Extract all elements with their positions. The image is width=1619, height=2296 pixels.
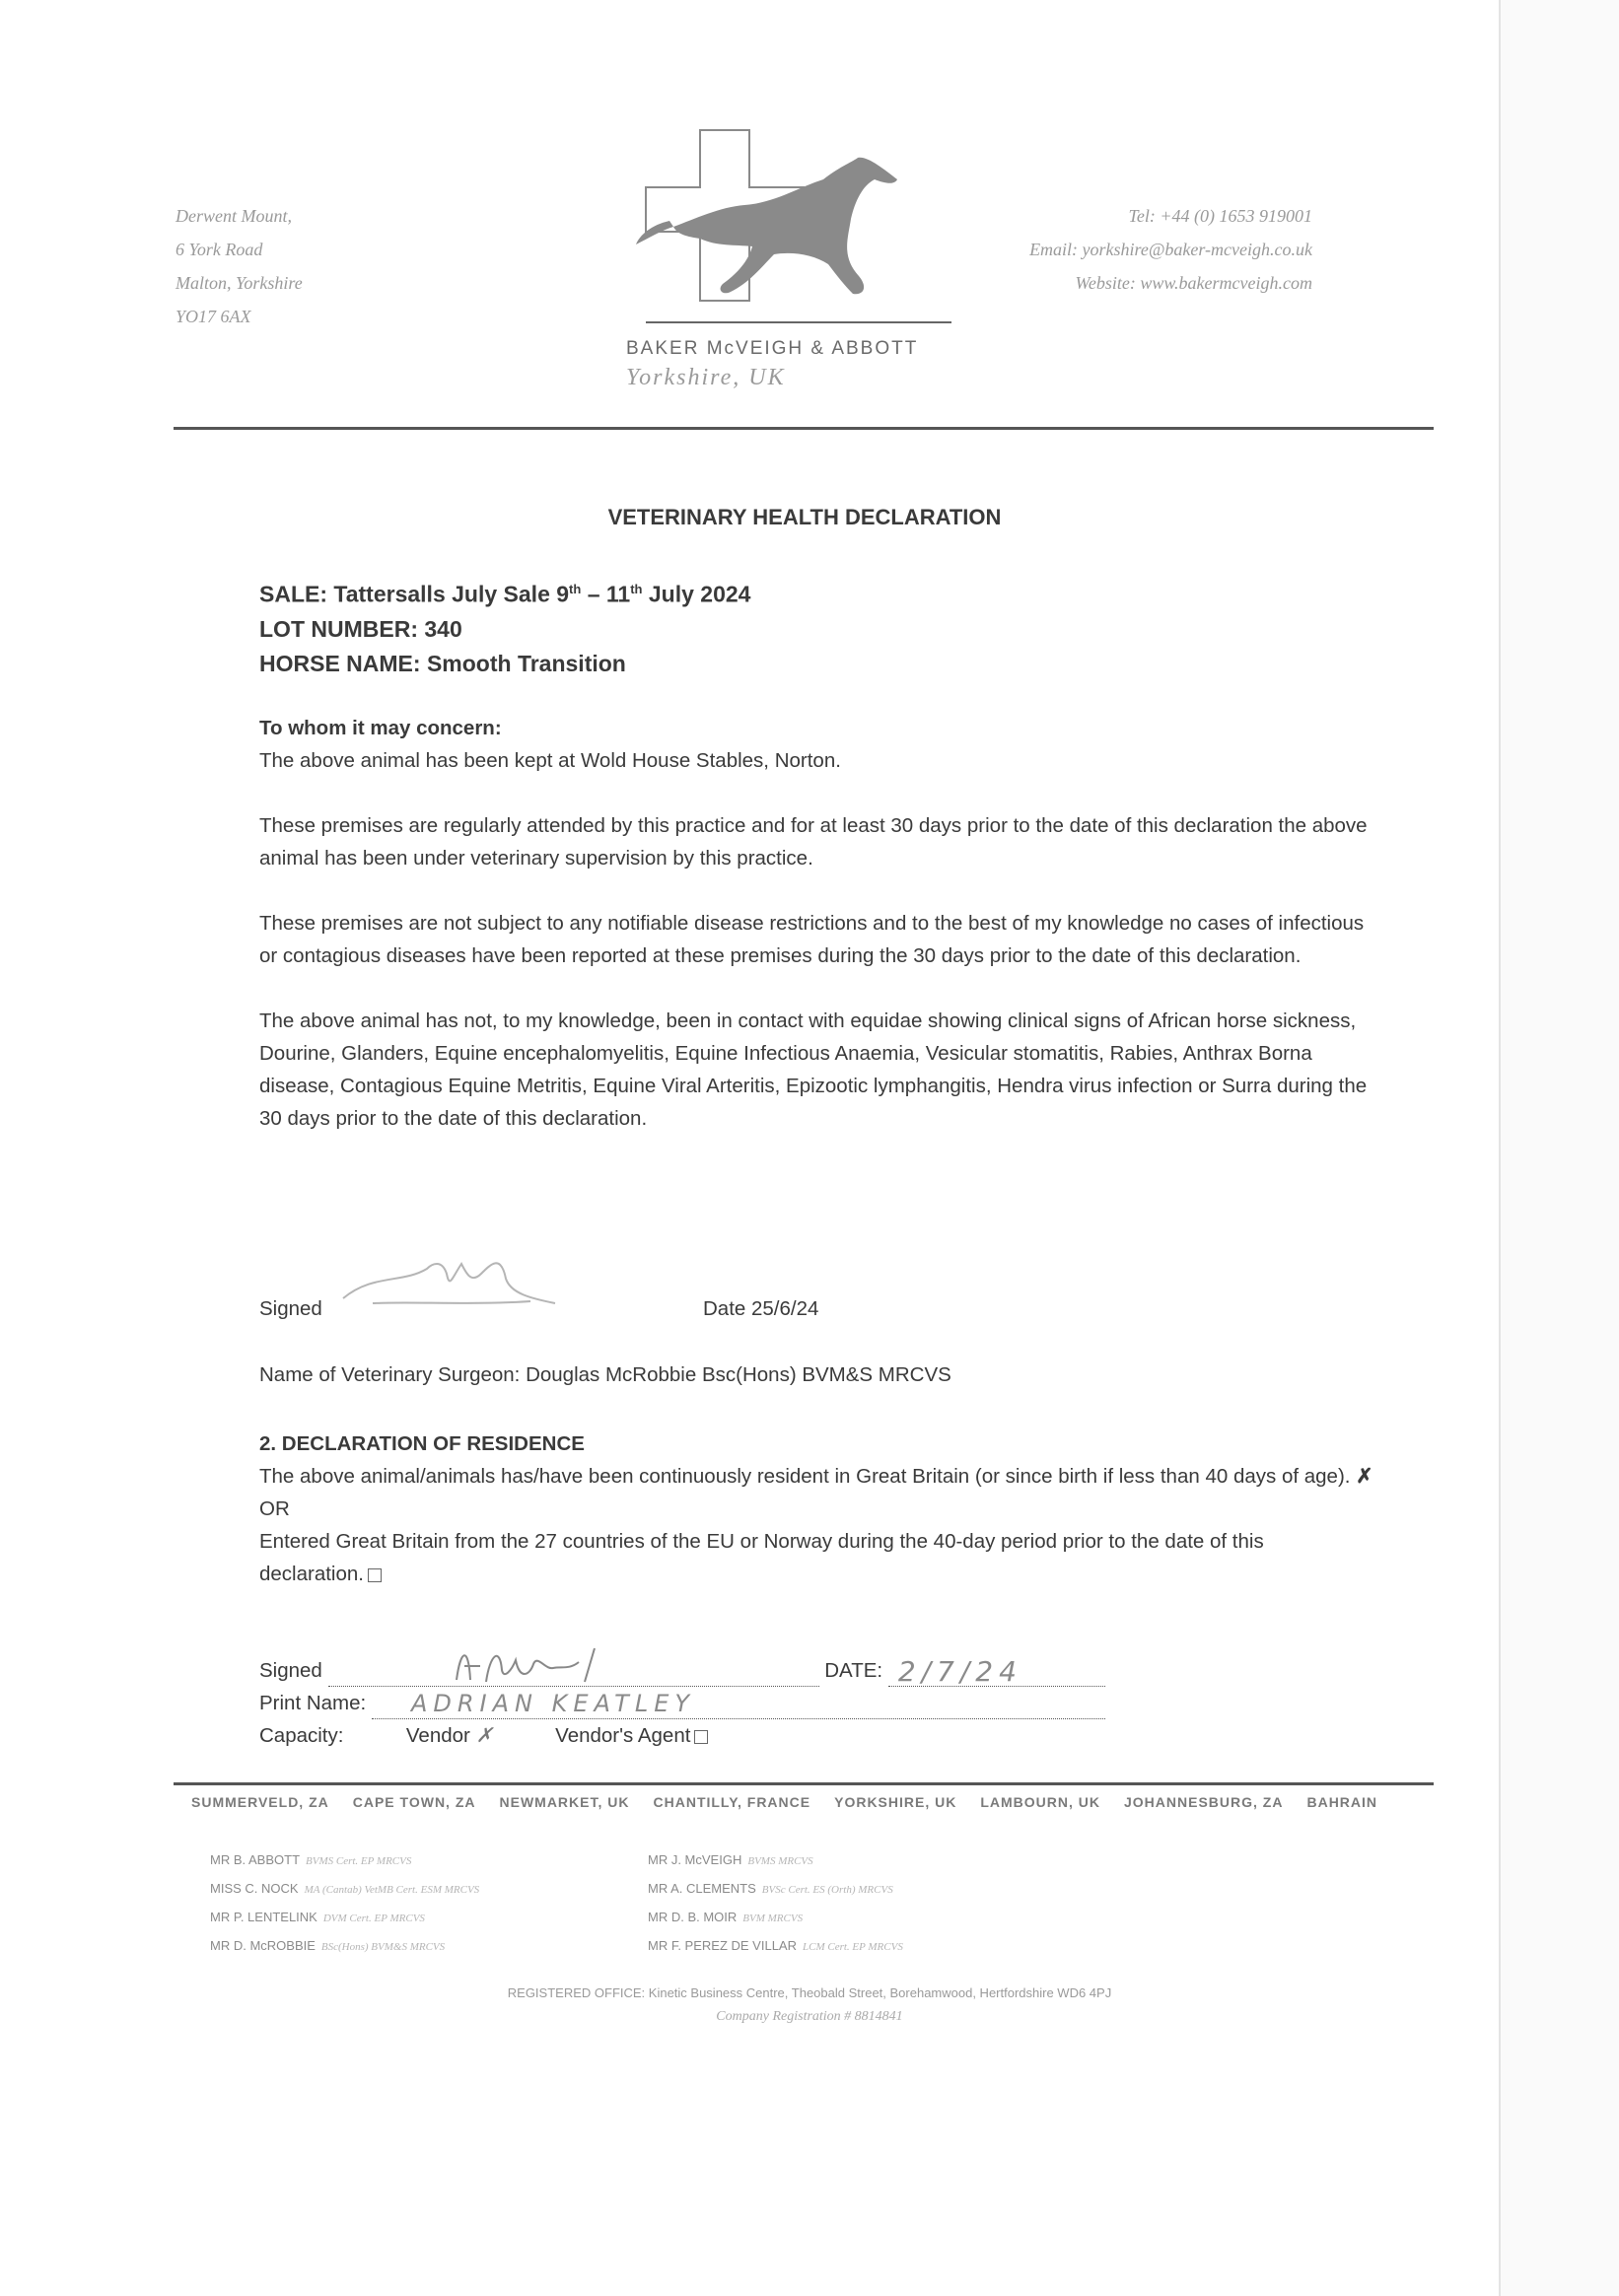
office-location: CAPE TOWN, ZA [352,1794,476,1810]
sale-end: July 2024 [642,581,751,607]
salutation: To whom it may concern: [259,717,502,739]
residence-or: OR [259,1497,290,1520]
vet-signature [333,1244,560,1323]
partner-name: MR F. PEREZ DE VILLAR [648,1938,797,1953]
address-line: YO17 6AX [176,307,251,326]
option-1-mark: ✗ [1356,1465,1373,1488]
practice-address [176,199,303,333]
partner-entry [210,1904,479,1932]
residence-heading: 2. DECLARATION OF RESIDENCE [259,1432,585,1455]
partners-left [210,1846,479,1961]
partner-qualifications: MA (Cantab) VetMB Cert. ESM MRCVS [304,1884,480,1896]
partner-name: MR D. B. MOIR [648,1910,738,1924]
brand-location: Yorkshire, UK [626,365,786,390]
sale-label: SALE: Tattersalls July Sale 9 [259,581,570,607]
sale-sup: th [630,582,643,596]
residence-signature-block [259,1654,1105,1752]
address-line: Malton, Yorkshire [176,273,303,293]
partner-qualifications: LCM Cert. EP MRCVS [802,1941,903,1953]
capacity-label: Capacity: [259,1724,344,1747]
footer-divider [174,1782,1434,1785]
partner-qualifications: BVSc Cert. ES (Orth) MRCVS [761,1884,893,1896]
office-location: LAMBOURN, UK [980,1794,1100,1810]
partner-name: MISS C. NOCK [210,1881,299,1896]
owner-date-value: 2/7/24 [897,1655,1022,1688]
partner-qualifications: DVM Cert. EP MRCVS [322,1913,425,1924]
address-line: 6 York Road [176,240,263,259]
sale-line [259,572,750,612]
paragraph: These premises are regularly attended by this practice and for at least 30 days prior to the date of this declaration the above animal has been under veterinary supervision by this practice. [259,814,1368,870]
residence-option-1: The above animal/animals has/have been continuously resident in Great Britain (or since birth if less than 40 days of age). [259,1465,1351,1488]
partner-entry [648,1846,903,1875]
print-name-field [372,1690,1105,1719]
partner-name: MR J. McVEIGH [648,1852,742,1867]
brand-name: BAKER McVEIGH & ABBOTT [626,338,919,359]
partner-qualifications: BVM MRCVS [742,1913,804,1924]
horse-name: HORSE NAME: Smooth Transition [259,650,626,676]
sale-details [259,572,750,681]
contact-website: Website: www.bakermcveigh.com [1075,273,1312,293]
vendor-label: Vendor [405,1724,470,1747]
vendor-agent-checkbox [694,1730,708,1744]
paragraph: These premises are not subject to any notifiable disease restrictions and to the best of my knowledge no cases of infectious or contagious diseases have been reported at these premises during the 30 days prior to the date of this declaration. [259,912,1365,967]
address-line: Derwent Mount, [176,206,292,226]
practice-logo-horse-icon [626,128,951,335]
partner-entry [648,1875,903,1904]
signed-row [259,1654,1105,1687]
office-location: CHANTILLY, FRANCE [653,1794,811,1810]
contact-phone: Tel: +44 (0) 1653 919001 [1128,206,1312,226]
residence-declaration [259,1427,1373,1590]
vendor-mark: ✗ [475,1724,493,1747]
office-locations [191,1794,1434,1810]
partner-name: MR B. ABBOTT [210,1852,301,1867]
page-edge [1499,0,1501,2296]
office-location: BAHRAIN [1306,1794,1378,1810]
lot-number: LOT NUMBER: 340 [259,615,462,642]
practice-contact [1029,199,1312,300]
owner-date-field [888,1655,1105,1688]
partner-qualifications: BVMS Cert. EP MRCVS [306,1855,412,1867]
partner-qualifications: BSc(Hons) BVM&S MRCVS [320,1941,446,1953]
kept-statement: The above animal has been kept at Wold House Stables, Norton. [259,749,841,772]
partners-right [648,1846,903,1961]
partner-entry [648,1904,903,1932]
registered-office: REGISTERED OFFICE: Kinetic Business Centre, Theobald Street, Borehamwood, Hertfordshire WD6 4PJ [507,1985,1112,2000]
office-location: JOHANNESBURG, ZA [1124,1794,1284,1810]
document-title: VETERINARY HEALTH DECLARATION [607,505,1002,529]
partner-name: MR A. CLEMENTS [648,1881,756,1896]
owner-signature-field [328,1662,819,1687]
option-2-checkbox [368,1568,382,1582]
office-location: YORKSHIRE, UK [834,1794,957,1810]
header-divider [174,427,1434,430]
contact-email: Email: yorkshire@baker-mcveigh.co.uk [1029,240,1312,259]
print-name-value: ADRIAN KEATLEY [410,1690,696,1717]
print-name-row [259,1687,1105,1719]
partner-entry [648,1932,903,1961]
declaration-body [259,712,1373,1167]
sale-sup: th [569,582,582,596]
paragraph: The above animal has not, to my knowledge, been in contact with equidae showing clinical signs of African horse sickness, Dourine, Glanders, Equine encephalomyelitis, Equine Infectious Anaemia, Vesicular stomatitis, Rabies, Anthrax Borna disease, Contagious Equine Metritis, Equine Viral Arteritis, Epizootic lymphangitis, Hendra virus infection or Surra during the 30 days prior to the date of this declaration. [259,1009,1368,1130]
vet-date: Date 25/6/24 [703,1297,819,1320]
partner-name: MR D. McROBBIE [210,1938,316,1953]
company-registration: Company Registration # 8814841 [716,2009,903,2024]
vendor-agent-label: Vendor's Agent [555,1724,691,1747]
residence-option-2: Entered Great Britain from the 27 countries of the EU or Norway during the 40-day period prior to the date of this declaration. [259,1530,1264,1585]
partner-entry [210,1846,479,1875]
vet-name: Name of Veterinary Surgeon: Douglas McRobbie Bsc(Hons) BVM&S MRCVS [259,1363,951,1386]
owner-date-label: DATE: [824,1659,883,1682]
office-location: SUMMERVELD, ZA [191,1794,329,1810]
sale-mid: – 11 [581,581,631,607]
vet-signed-label: Signed [259,1297,322,1320]
partner-entry [210,1932,479,1961]
partner-entry [210,1875,479,1904]
partner-qualifications: BVMS MRCVS [747,1855,813,1867]
owner-signed-label: Signed [259,1659,322,1682]
office-location: NEWMARKET, UK [499,1794,630,1810]
print-name-label: Print Name: [259,1692,367,1714]
owner-signature [447,1640,604,1686]
capacity-row [259,1719,1105,1752]
partner-name: MR P. LENTELINK [210,1910,317,1924]
